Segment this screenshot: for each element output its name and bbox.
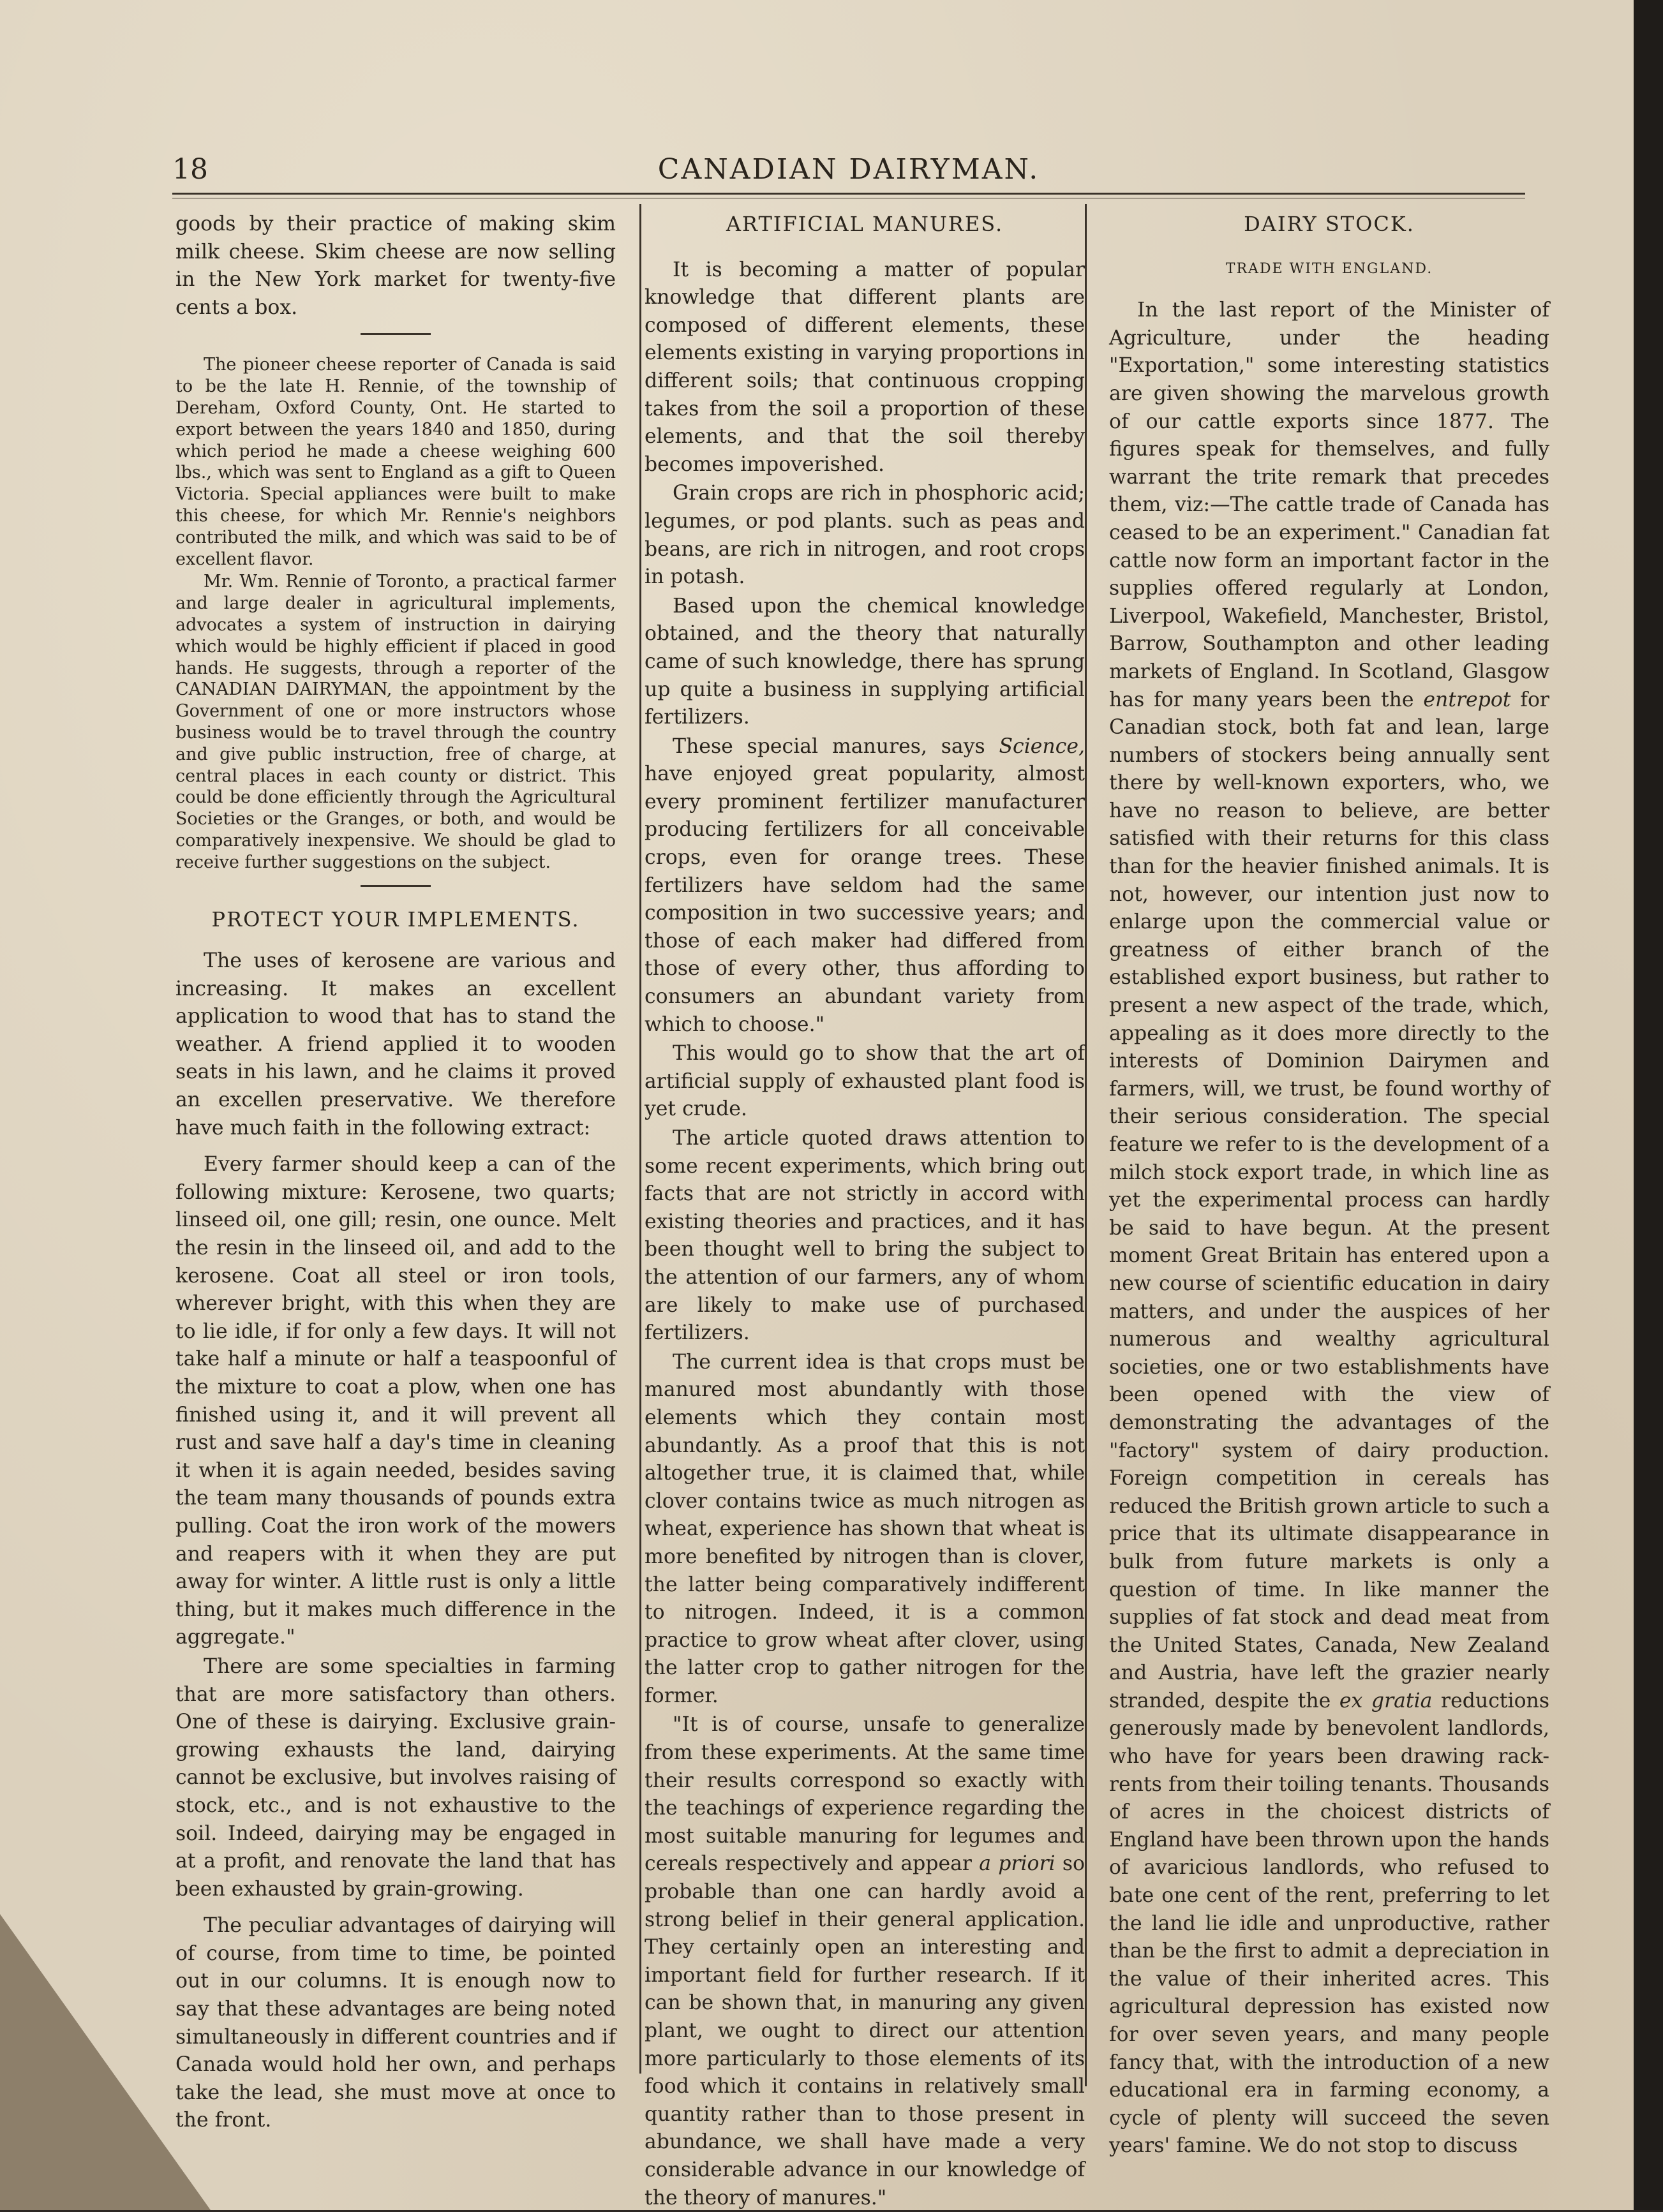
article-paragraph: The uses of kerosene are various and increasing. It makes an excellent application to wood that has to stand the weather. A friend applied it to wooden seats in his lawn, and he claims it proved an excellen preservative. We therefore have much faith in the following extract: [175, 949, 616, 1139]
article-paragraph: The peculiar advantages of dairying will of course, from time to time, be pointed out in our columns. It is enough now to say that these advantages are being noted simultaneously in different countries and if Canada would hold her own, and perhaps take the lead, she must move at once to the front. [175, 1914, 616, 2132]
column-2 [645, 211, 1085, 2212]
page-header [172, 148, 1525, 193]
page-edge-shadow [1634, 0, 1663, 2210]
italic-ex-gratia: ex gratia [1339, 1689, 1433, 1712]
page-number: 18 [172, 153, 208, 186]
article-heading-implements: PROTECT YOUR IMPLEMENTS. [211, 907, 580, 932]
text-run: "It is of course, unsafe to generalize from these experiments. At the same time their results correspond so exactly with the teachings of experience regarding the most suitable manuring for legumes and cereals respectively and appear [645, 1713, 1085, 1876]
column-1 [175, 211, 616, 2135]
article-paragraph: The article quoted draws attention to some recent experiments, which bring out facts that are not strictly in accord with existing theories and practices, and it has been thought well to bring the subject to the attention of our farmers, any of whom are likely to make use of purchased fertilizers. [645, 1127, 1085, 1345]
column-rule-right [1085, 204, 1087, 2086]
article-paragraph: Every farmer should keep a can of the following mixture: Kerosene, two quarts; linseed oil, one gill; resin, one ounce. Melt the resin in the linseed oil, and add to the kerosene. Coat all steel or iron tools, wherever bright, with this when they are to lie idle, if for only a few days. It will not take half a minute or half a teaspoonful of the mixture to coat a plow, when one has finished using it, and it will prevent all rust and save half a day's time in cleaning it when it is again needed, besides saving the team many thousands of pounds extra pulling. Coat the iron work of the mowers and reapers with it when they are put away for winter. A little rust is only a little thing, but it makes much difference in the aggregate." [175, 1153, 616, 1649]
section-divider [361, 333, 431, 335]
header-rule [172, 193, 1525, 195]
column-3 [1109, 211, 1549, 2160]
publication-title: CANADIAN DAIRYMAN. [657, 153, 1040, 186]
text-run: In the last report of the Minister of Agriculture, under the heading "Exportation," some interesting statistics are given showing the marvelous growth of our cattle exports since 1877. The figures speak for themselves, and fully warrant the trite remark that precedes them, viz:—The cattle trade of Canada has ceased to be an experiment." Canadian fat cattle now form an important factor in the supplies offered regularly at London, Liverpool, Wakefield, Manchester, Bristol, Barrow, Southampton and other leading markets of England. In Scotland, Glasgow has for many years been the [1109, 299, 1549, 711]
article-paragraph: Based upon the chemical knowledge obtained, and the theory that naturally came of such knowledge, there has sprung up quite a business in supplying artificial fertilizers. [645, 594, 1085, 729]
section-divider [361, 885, 431, 887]
article-subheading: TRADE WITH ENGLAND. [1225, 260, 1433, 277]
rennie-paragraph: The pioneer cheese reporter of Canada is said to be the late H. Rennie, of the township of Dereham, Oxford County, Ont. He started to export between the years 1840 and 1850, during which period he made a cheese weighing 600 lbs., which was sent to England as a gift to Queen Victoria. Special appliances were built to make this cheese, for which Mr. Rennie's neighbors contributed the milk, and which was said to be of excellent flavor. [175, 355, 616, 569]
text-run: for Canadian stock, both fat and lean, large numbers of stockers being annually sent there by well-known exporters, who, we have no reason to believe, are better satisfied with their returns for this class than for the heavier finished animals. It is not, however, our intention just now to enlarge upon the commercial value or greatness of either branch of the established export business, but rather to present a new aspect of the trade, which, appealing as it does more directly to the interests of Dominion Dairymen and farmers, will, we trust, be found worthy of their serious consideration. The special feature we refer to is the development of a milch stock export trade, in which line as yet the experimental process can hardly be said to have begun. At the present moment Great Britain has entered upon a new course of scientific education in dairy matters, and under the auspices of her numerous and wealthy agricultural societies, one or two establishments have been opened with the view of demonstrating the advantages of the "factory" system of dairy production. Foreign competition in cereals has reduced the British grown article to such a price that its ultimate disappearance in bulk from future markets is only a question of time. In like manner the supplies of fat stock and dead meat from the United States, Canada, New Zealand and Austria, have left the grazier nearly stranded, despite the [1109, 688, 1549, 1712]
italic-entrepot: entrepot [1423, 688, 1511, 711]
article-heading-manures: ARTIFICIAL MANURES. [726, 212, 1004, 236]
text-run: These special manures, says [673, 734, 999, 758]
text-run: have enjoyed great popularity, almost every prominent fertilizer manufacturer producing fertilizers for all conceivable crops, even for orange trees. These fertilizers have seldom had the same composition in two successive years; and those of each maker had differed from those of every other, thus affording to consumers an abundant variety from which to choose." [645, 762, 1085, 1036]
article-paragraph [1109, 297, 1549, 2160]
wm-rennie-paragraph: Mr. Wm. Rennie of Toronto, a practical farmer and large dealer in agricultural implements, advocates a system of instruction in dairying which would be highly efficient if placed in good hands. He suggests, through a reporter of the CANADIAN DAIRYMAN, the appointment by the Government of one or more instructors whose business would be to travel through the country and give public instruction, free of charge, at central places in each county or district. This could be done efficiently through the Agricultural Societies or the Granges, or both, and would be comparatively inexpensive. We should be glad to receive further suggestions on the subject. [175, 572, 616, 872]
article-paragraph: The current idea is that crops must be manured most abundantly with those elements which they contain most abundantly. As a proof that this is not altogether true, it is claimed that, while clover contains twice as much nitrogen as wheat, experience has shown that wheat is more benefited by nitrogen than is clover, the latter being comparatively indifferent to nitrogen. Indeed, it is a common practice to grow wheat after clover, using the latter crop to gather nitrogen for the former. [645, 1350, 1085, 1707]
italic-a-priori: a priori [979, 1852, 1055, 1876]
quoted-paragraph [645, 1711, 1085, 2212]
italic-science: Science, [999, 734, 1085, 758]
article-paragraph: Grain crops are rich in phosphoric acid; legumes, or pod plants. such as peas and beans, are rich in nitrogen, and root crops in potash. [645, 482, 1085, 589]
text-run: reductions generously made by benevolent landlords, who have for years been drawing rack-rents from their toiling tenants. Thousands of acres in the choicest districts of England have been thrown upon the hands of avaricious landlords, who refused to bate one cent of the rent, preferring to let the land lie idle and unproductive, rather than be the first to admit a depreciation in the value of their inherited acres. This agricultural depression has existed now for over seven years, and many people fancy that, with the introduction of a new educational era in farming economy, a cycle of plenty will succeed the seven years' famine. We do not stop to discuss [1109, 1689, 1549, 2158]
text-run: so probable than one can hardly avoid a strong belief in their general application. They certainly open an interesting and important field for further research. If it can be shown that, in manuring any given plant, we ought to direct our attention more particularly to those elements of its food which it contains in relatively small quantity rather than to those present in abundance, we shall have made a very considerable advance in our knowledge of the theory of manures." [645, 1852, 1085, 2209]
opening-paragraph: goods by their practice of making skim milk cheese. Skim cheese are now selling in the New York market for twenty-five cents a box. [175, 212, 616, 319]
article-paragraph: There are some specialties in farming that are more satisfactory than others. One of these is dairying. Exclusive grain-growing exhausts the land, dairying cannot be exclusive, but involves raising of stock, etc., and is not exhaustive to the soil. Indeed, dairying may be engaged in at a profit, and renovate the land that has been exhausted by grain-growing. [175, 1654, 616, 1901]
article-paragraph: It is becoming a matter of popular knowledge that different plants are composed of different elements, these elements existing in varying proportions in different soils; that continuous cropping takes from the soil a proportion of these elements, and that the soil thereby becomes impoverished. [645, 258, 1085, 476]
article-heading-dairy-stock: DAIRY STOCK. [1244, 212, 1415, 236]
column-rule-left [639, 204, 641, 2074]
article-paragraph [645, 733, 1085, 1039]
article-paragraph: This would go to show that the art of artificial supply of exhausted plant food is yet crude. [645, 1042, 1085, 1121]
